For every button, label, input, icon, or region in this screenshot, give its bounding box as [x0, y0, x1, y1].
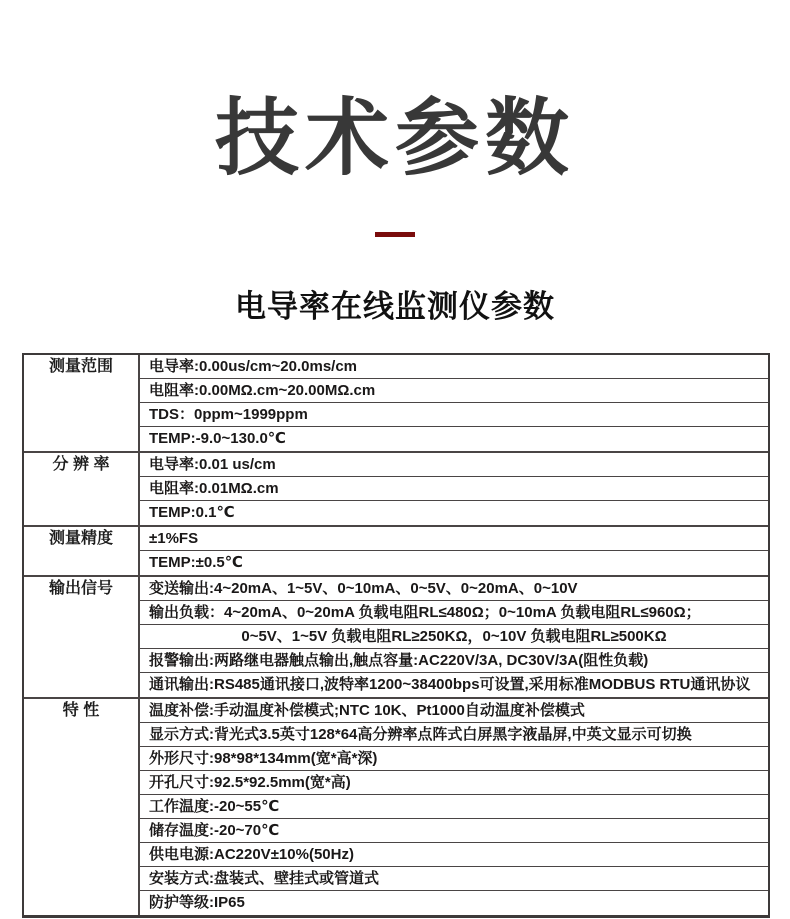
spec-row: 电阻率:0.01MΩ.cm [140, 477, 768, 501]
spec-row: 供电电源:AC220V±10%(50Hz) [140, 843, 768, 867]
spec-row: 温度补偿:手动温度补偿模式;NTC 10K、Pt1000自动温度补偿模式 [140, 699, 768, 723]
group-rows [140, 577, 768, 697]
group-label: 测量精度 [24, 527, 140, 575]
spec-row: 储存温度:-20~70℃ [140, 819, 768, 843]
spec-row: 外形尺寸:98*98*134mm(宽*高*深) [140, 747, 768, 771]
group-rows [140, 699, 768, 915]
group-label: 特 性 [24, 699, 140, 915]
group-rows [140, 453, 768, 525]
group-label: 分 辨 率 [24, 453, 140, 525]
spec-group [24, 355, 768, 453]
group-label: 测量范围 [24, 355, 140, 451]
spec-group [24, 527, 768, 577]
spec-row: 安装方式:盘装式、壁挂式或管道式 [140, 867, 768, 891]
group-rows [140, 527, 768, 575]
spec-group [24, 577, 768, 699]
spec-row: 电阻率:0.00MΩ.cm~20.00MΩ.cm [140, 379, 768, 403]
spec-row: 工作温度:-20~55℃ [140, 795, 768, 819]
spec-table [22, 353, 770, 918]
spec-row: 电导率:0.01 us/cm [140, 453, 768, 477]
spec-row: TEMP:±0.5℃ [149, 553, 243, 571]
group-label: 输出信号 [24, 577, 140, 697]
spec-row: 开孔尺寸:92.5*92.5mm(宽*高) [140, 771, 768, 795]
group-rows [140, 355, 768, 451]
section-subtitle: 电导率在线监测仪参数 [235, 288, 555, 324]
spec-row: 报警输出:两路继电器触点输出,触点容量:AC220V/3A, DC30V/3A(阻性负载) [140, 649, 768, 673]
page-title: 技术参数 [214, 91, 575, 185]
spec-row: ±1%FS [140, 527, 768, 551]
spec-row: 电导率:0.00us/cm~20.0ms/cm [140, 355, 768, 379]
spec-row: 变送输出:4~20mA、1~5V、0~10mA、0~5V、0~20mA、0~10V [140, 577, 768, 601]
accent-dash [375, 232, 415, 237]
spec-row: 输出负载：4~20mA、0~20mA 负载电阻RL≤480Ω；0~10mA 负载电阻RL≤960Ω； [140, 601, 768, 625]
spec-row: 0~5V、1~5V 负载电阻RL≥250KΩ，0~10V 负载电阻RL≥500KΩ [140, 625, 768, 649]
spec-row: TEMP:-9.0~130.0℃ [149, 429, 286, 447]
spec-row: 防护等级:IP65 [149, 893, 245, 911]
spec-group [24, 453, 768, 527]
spec-row: TEMP:0.1℃ [149, 503, 235, 521]
spec-group [24, 699, 768, 915]
spec-row: 显示方式:背光式3.5英寸128*64高分辨率点阵式白屏黑字液晶屏,中英文显示可切换 [140, 723, 768, 747]
spec-row: 通讯输出:RS485通讯接口,波特率1200~38400bps可设置,采用标准MODBUS RTU通讯协议 [149, 675, 751, 693]
spec-row: TDS：0ppm~1999ppm [140, 403, 768, 427]
